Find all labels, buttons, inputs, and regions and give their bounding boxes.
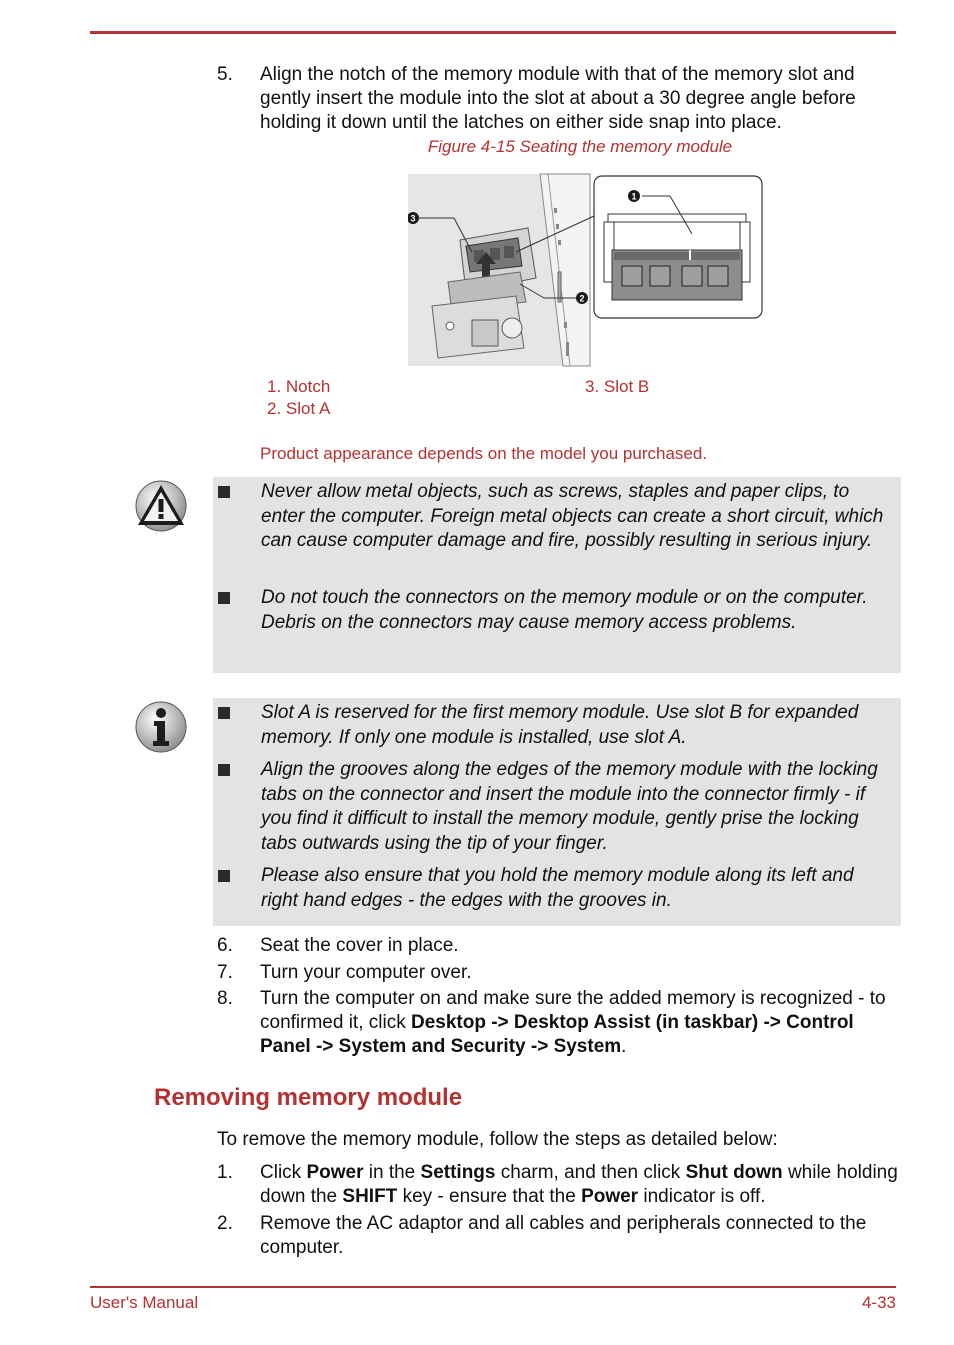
callout-2-label: 2 bbox=[579, 293, 585, 304]
appearance-note: Product appearance depends on the model you purchased. bbox=[260, 444, 708, 463]
footer-title: User's Manual bbox=[90, 1293, 199, 1312]
info-item-1: Slot A is reserved for the first memory module. Use slot B for expanded memory. If only one module is installed, use slot A. bbox=[261, 702, 859, 748]
step-text-part: in the bbox=[363, 1162, 421, 1183]
step-text-part: Turn the computer on and make sure the added memory is recognized - to confirmed it, click bbox=[260, 988, 886, 1033]
shift-key-term: SHIFT bbox=[342, 1186, 398, 1207]
legend-slot-b: 3. Slot B bbox=[585, 377, 650, 396]
step-text bbox=[260, 1161, 907, 1209]
legend-notch: 1. Notch bbox=[267, 377, 331, 396]
shutdown-term: Shut down bbox=[685, 1162, 783, 1183]
info-box bbox=[213, 698, 901, 926]
section-heading: Removing memory module bbox=[154, 1084, 463, 1111]
memory-module-illustration bbox=[408, 172, 768, 368]
page-number: 4-33 bbox=[861, 1293, 896, 1312]
step-text: Seat the cover in place. bbox=[260, 935, 459, 956]
step-text: Align the notch of the memory module with that of the memory slot and gently insert the module into the slot at about a 30 degree angle before holding it down until the latches on either side snap into place. bbox=[260, 64, 856, 133]
warning-triangle-icon bbox=[134, 479, 188, 533]
menu-path: Desktop -> Desktop Assist (in taskbar) -> Control Panel -> System and Security -> System bbox=[260, 1012, 854, 1057]
step-number: 5. bbox=[217, 64, 233, 85]
info-icon bbox=[134, 700, 188, 754]
bullet-marker bbox=[218, 592, 230, 604]
step-text bbox=[260, 987, 907, 1059]
section-intro: To remove the memory module, follow the steps as detailed below: bbox=[217, 1129, 778, 1150]
caution-item-2: Do not touch the connectors on the memory module or on the computer. Debris on the connectors may cause memory access problems. bbox=[261, 587, 868, 633]
step-text-part: Click bbox=[260, 1162, 307, 1183]
step-text-part: while holding down the bbox=[260, 1162, 898, 1207]
step-number: 2. bbox=[217, 1213, 233, 1234]
step-text-part: charm, and then click bbox=[495, 1162, 686, 1183]
header-rule bbox=[90, 31, 896, 34]
step-text: Remove the AC adaptor and all cables and peripherals connected to the computer. bbox=[260, 1213, 867, 1258]
step-text-part: key - ensure that the bbox=[397, 1186, 582, 1207]
settings-term: Settings bbox=[420, 1162, 496, 1183]
caution-box bbox=[213, 477, 901, 673]
callout-3-label: 3 bbox=[410, 213, 416, 224]
power-indicator-term: Power bbox=[581, 1186, 639, 1207]
step-text-part: . bbox=[621, 1036, 627, 1057]
bullet-marker bbox=[218, 707, 230, 719]
info-item-2: Align the grooves along the edges of the memory module with the locking tabs on the connector and insert the module into the connector firmly - if you find it difficult to install the memory module, gently prise the locking tabs outwards using the tip of your finger. bbox=[261, 759, 878, 854]
step-text: Turn your computer over. bbox=[260, 962, 472, 983]
bullet-marker bbox=[218, 486, 230, 498]
caution-item-1: Never allow metal objects, such as screws, staples and paper clips, to enter the computer. Foreign metal objects can create a short circuit, which can cause computer damage and fire, possibly resulting in serious injury. bbox=[261, 481, 884, 551]
bullet-marker bbox=[218, 764, 230, 776]
step-number: 7. bbox=[217, 962, 233, 983]
legend-slot-a: 2. Slot A bbox=[267, 399, 331, 418]
power-term: Power bbox=[306, 1162, 364, 1183]
info-item-3: Please also ensure that you hold the memory module along its left and right hand edges - the edges with the grooves in. bbox=[261, 865, 854, 911]
step-number: 6. bbox=[217, 935, 233, 956]
step-text-part: indicator is off. bbox=[638, 1186, 766, 1207]
bullet-marker bbox=[218, 870, 230, 882]
callout-1-label: 1 bbox=[631, 191, 637, 202]
step-number: 1. bbox=[217, 1162, 233, 1183]
footer-rule bbox=[90, 1286, 896, 1288]
step-number: 8. bbox=[217, 988, 233, 1009]
figure-caption: Figure 4-15 Seating the memory module bbox=[427, 137, 733, 156]
